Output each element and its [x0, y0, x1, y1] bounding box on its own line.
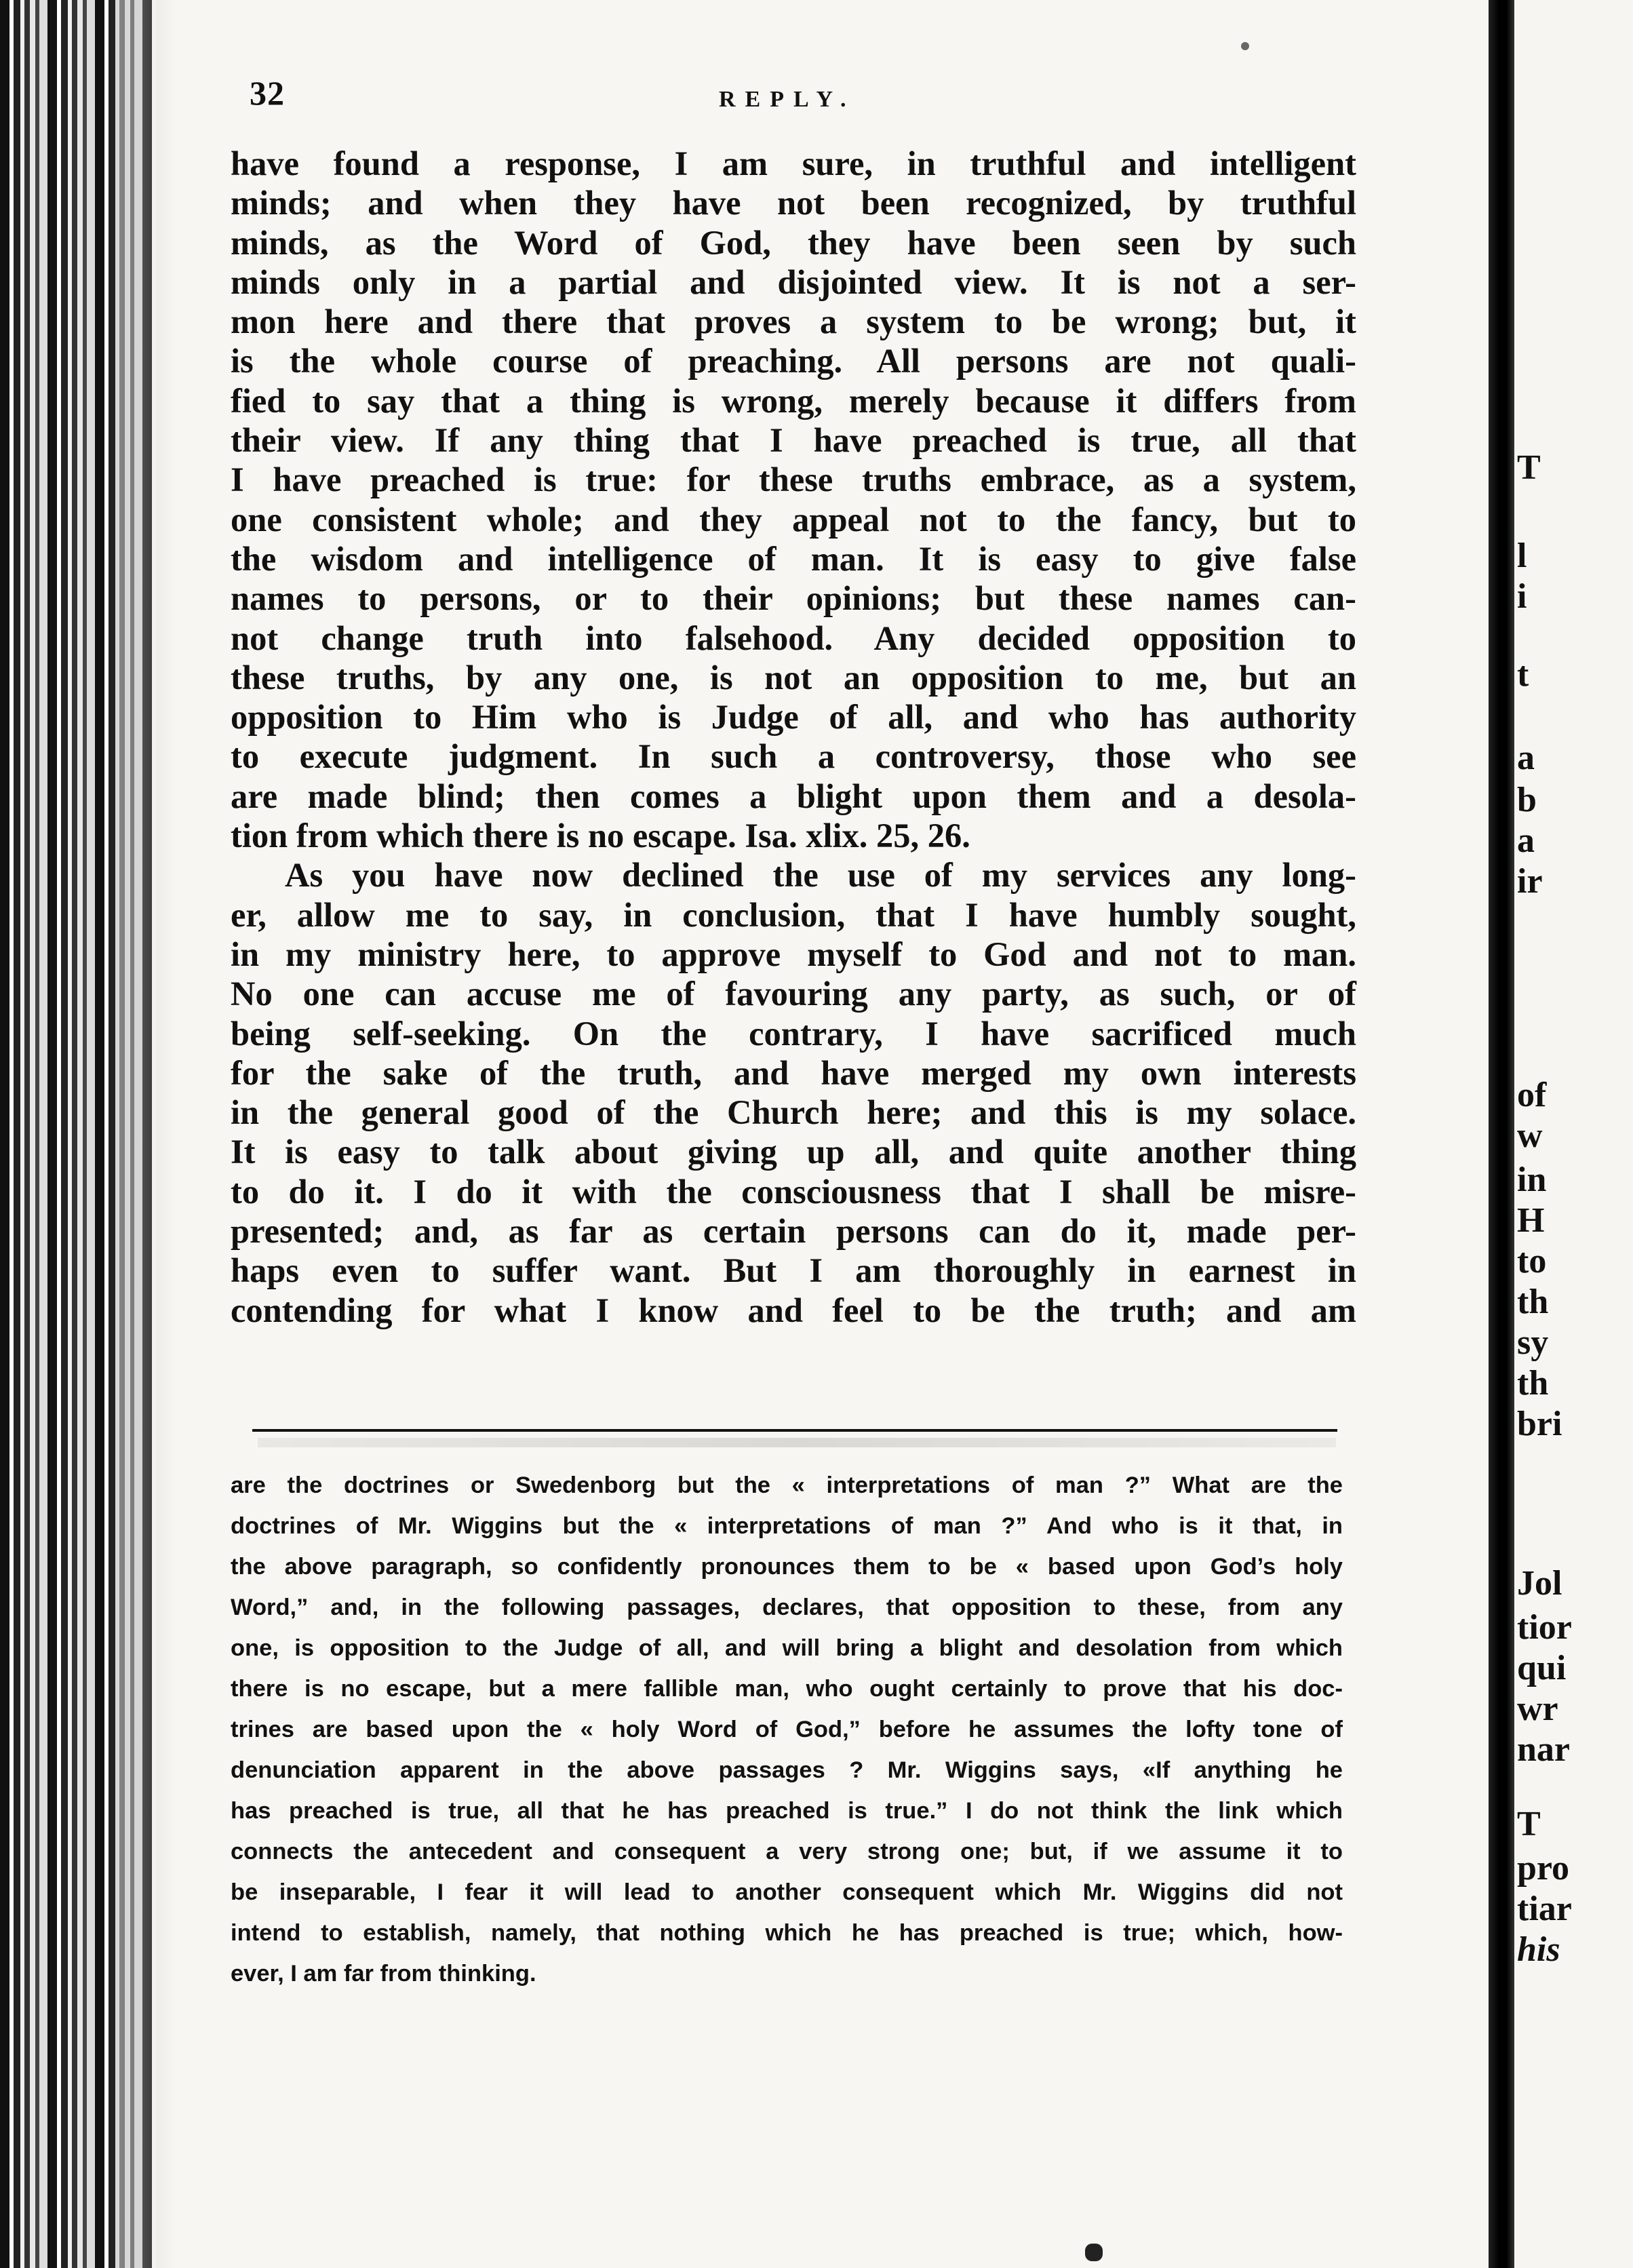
main-text [231, 144, 1356, 1330]
binding-shadow [115, 0, 176, 2268]
footnote-line: trines are based upon the « holy Word of God,” before he assumes the lofty tone of [231, 1717, 1343, 1742]
body-line: I have preached is true: for these truths embrace, as a system, [231, 461, 1356, 499]
body-line: the wisdom and intelligence of man. It is easy to give false [231, 539, 1356, 578]
body-line: opposition to Him who is Judge of all, and who has authority [231, 698, 1356, 737]
facing-page-text: bri [1517, 1405, 1562, 1443]
facing-page-text: a [1517, 739, 1535, 777]
body-line: in the general good of the Church here; and this is my solace. [231, 1093, 1356, 1132]
page-gutter [1489, 0, 1514, 2268]
facing-page-text: t [1517, 655, 1529, 694]
footnote-line: the above paragraph, so confidently pronounces them to be « based upon God’s holy [231, 1554, 1343, 1580]
footnote-line: are the doctrines or Swedenborg but the « interpretations of man ?” What are the [231, 1472, 1343, 1498]
body-line: these truths, by any one, is not an opposition to me, but an [231, 658, 1356, 697]
bleed-through [258, 1438, 1336, 1447]
body-line: are made blind; then comes a blight upon them and a desola- [231, 777, 1356, 815]
body-line: fied to say that a thing is wrong, merely because it differs from [231, 381, 1356, 420]
footnote [231, 1465, 1343, 1994]
facing-page-text: a [1517, 821, 1535, 860]
body-line: presented; and, as far as certain persons can do it, made per- [231, 1212, 1356, 1251]
facing-page-text: th [1517, 1364, 1549, 1403]
body-line: mon here and there that proves a system to be wrong; but, it [231, 302, 1356, 341]
facing-page-text: th [1517, 1283, 1549, 1321]
running-head: REPLY. [719, 87, 856, 112]
footnote-line: intend to establish, namely, that nothing which he has preached is true; which, how- [231, 1920, 1343, 1946]
scan-speck [1241, 42, 1249, 50]
body-line: their view. If any thing that I have preached is true, all that [231, 421, 1356, 460]
body-line: minds; and when they have not been recognized, by truthful [231, 184, 1356, 222]
body-line: er, allow me to say, in conclusion, that I have humbly sought, [231, 895, 1356, 934]
facing-page-text: l [1517, 536, 1527, 575]
footnote-line: ever, I am far from thinking. [231, 1961, 536, 1987]
facing-page-text: wr [1517, 1689, 1558, 1728]
footnote-line: there is no escape, but a mere fallible man, who ought certainly to prove that his doc- [231, 1676, 1343, 1702]
facing-page-text: tior [1517, 1608, 1572, 1647]
scan-speck [1085, 2244, 1103, 2261]
body-line: to execute judgment. In such a controversy, those who see [231, 737, 1356, 776]
facing-page-text: ir [1517, 862, 1543, 901]
body-line: is the whole course of preaching. All persons are not quali- [231, 342, 1356, 380]
footnote-line: be inseparable, I fear it will lead to another consequent which Mr. Wiggins did not [231, 1879, 1343, 1905]
body-line: have found a response, I am sure, in truthful and intelligent [231, 144, 1356, 182]
footnote-rule [252, 1429, 1337, 1432]
body-line: for the sake of the truth, and have merged my own interests [231, 1053, 1356, 1092]
footnote-line: one, is opposition to the Judge of all, and will bring a blight and desolation from which [231, 1635, 1343, 1661]
body-line: one consistent whole; and they appeal not to the fancy, but to [231, 500, 1356, 539]
body-line: to do it. I do it with the consciousness that I shall be misre- [231, 1172, 1356, 1211]
body-line: contending for what I know and feel to be the truth; and am [231, 1291, 1356, 1329]
body-line: not change truth into falsehood. Any decided opposition to [231, 619, 1356, 657]
body-line: in my ministry here, to approve myself to God and not to man. [231, 935, 1356, 973]
facing-page-text: w [1517, 1116, 1543, 1155]
facing-page-text: his [1517, 1930, 1560, 1969]
facing-page-text: T [1517, 448, 1541, 487]
facing-page-text: to [1517, 1242, 1547, 1280]
facing-page-text: qui [1517, 1649, 1567, 1687]
footnote-line: doctrines of Mr. Wiggins but the « interpretations of man ?” And who is it that, in [231, 1513, 1343, 1539]
page-number: 32 [250, 74, 285, 112]
facing-page-text: i [1517, 577, 1527, 616]
body-line: As you have now declined the use of my services any long- [285, 856, 1356, 895]
facing-page-text: tiar [1517, 1890, 1572, 1928]
body-line: being self-seeking. On the contrary, I have sacrificed much [231, 1014, 1356, 1053]
body-line: names to persons, or to their opinions; but these names can- [231, 579, 1356, 618]
body-line: No one can accuse me of favouring any party, as such, or of [231, 975, 1356, 1013]
facing-page-text: T [1517, 1805, 1541, 1843]
footnote-line: connects the antecedent and consequent a very strong one; but, if we assume it to [231, 1839, 1343, 1864]
facing-page-text: of [1517, 1076, 1547, 1114]
facing-page-fragment [1514, 0, 1633, 2268]
footnote-line: Word,” and, in the following passages, declares, that opposition to these, from any [231, 1595, 1343, 1620]
body-line: tion from which there is no escape. Isa. xlix. 25, 26. [231, 817, 970, 855]
footnote-line: has preached is true, all that he has preached is true.” I do not think the link which [231, 1798, 1343, 1824]
facing-page-text: H [1517, 1201, 1545, 1240]
facing-page-text: Jol [1517, 1564, 1562, 1603]
body-line: minds, as the Word of God, they have been seen by such [231, 223, 1356, 262]
body-line: minds only in a partial and disjointed view. It is not a ser- [231, 262, 1356, 301]
body-line: haps even to suffer want. But I am thoroughly in earnest in [231, 1251, 1356, 1290]
facing-page-text: in [1517, 1160, 1547, 1199]
body-line: It is easy to talk about giving up all, and quite another thing [231, 1133, 1356, 1171]
facing-page-text: b [1517, 781, 1537, 819]
facing-page-text: pro [1517, 1849, 1570, 1888]
facing-page-text: nar [1517, 1730, 1570, 1769]
facing-page-text: sy [1517, 1323, 1549, 1362]
footnote-line: denunciation apparent in the above passages ? Mr. Wiggins says, «If anything he [231, 1757, 1343, 1783]
